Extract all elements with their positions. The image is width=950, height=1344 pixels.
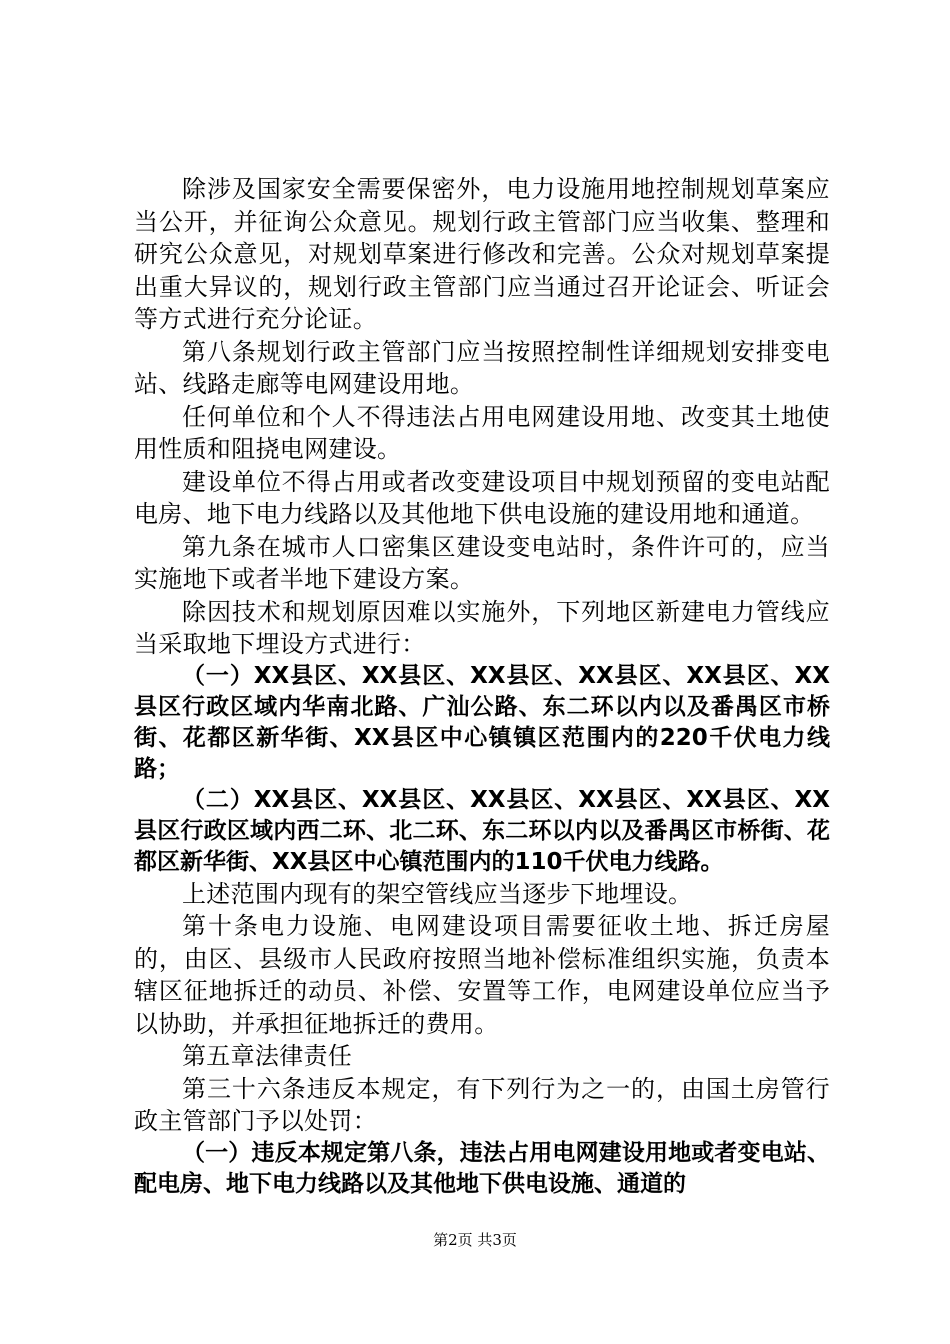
paragraph-bold-item: （二）XX县区、XX县区、XX县区、XX县区、XX县区、XX县区行政区域内西二环、北二环、东二环以内以及番禺区市桥街、花都区新华街、XX县区中心镇范围内的110千伏电力线路。 <box>134 786 830 875</box>
paragraph: 除因技术和规划原因难以实施外，下列地区新建电力管线应当采取地下埋设方式进行： <box>134 597 830 658</box>
paragraph: 任何单位和个人不得违法占用电网建设用地、改变其土地使用性质和阻挠电网建设。 <box>134 402 830 463</box>
document-body <box>134 173 830 1200</box>
paragraph: 第八条规划行政主管部门应当按照控制性详细规划安排变电站、线路走廊等电网建设用地。 <box>134 337 830 398</box>
paragraph: 第十条电力设施、电网建设项目需要征收土地、拆迁房屋的，由区、县级市人民政府按照当地补偿标准组织实施，负责本辖区征地拆迁的动员、补偿、安置等工作，电网建设单位应当予以协助，并承担征地拆迁的费用。 <box>134 912 830 1038</box>
paragraph: 建设单位不得占用或者改变建设项目中规划预留的变电站配电房、地下电力线路以及其他地下供电设施的建设用地和通道。 <box>134 467 830 528</box>
paragraph: 第三十六条违反本规定，有下列行为之一的，由国土房管行政主管部门予以处罚： <box>134 1074 830 1135</box>
paragraph-bold-item: （一）违反本规定第八条，违法占用电网建设用地或者变电站、配电房、地下电力线路以及其他地下供电设施、通道的 <box>134 1139 830 1197</box>
paragraph: 上述范围内现有的架空管线应当逐步下地埋设。 <box>182 879 693 908</box>
paragraph: 第九条在城市人口密集区建设变电站时，条件许可的，应当实施地下或者半地下建设方案。 <box>134 532 830 593</box>
paragraph: 除涉及国家安全需要保密外，电力设施用地控制规划草案应当公开，并征询公众意见。规划行政主管部门应当收集、整理和研究公众意见，对规划草案进行修改和完善。公众对规划草案提出重大异议的，规划行政主管部门应当通过召开论证会、听证会等方式进行充分论证。 <box>134 175 830 333</box>
chapter-heading: 第五章法律责任 <box>182 1042 353 1070</box>
page-number-footer: 第2页 共3页 <box>433 1231 517 1249</box>
paragraph-bold-item: （一）XX县区、XX县区、XX县区、XX县区、XX县区、XX县区行政区域内华南北路、广汕公路、东二环以内以及番禺区市桥街、花都区新华街、XX县区中心镇镇区范围内的220千伏电力线路； <box>134 662 830 782</box>
